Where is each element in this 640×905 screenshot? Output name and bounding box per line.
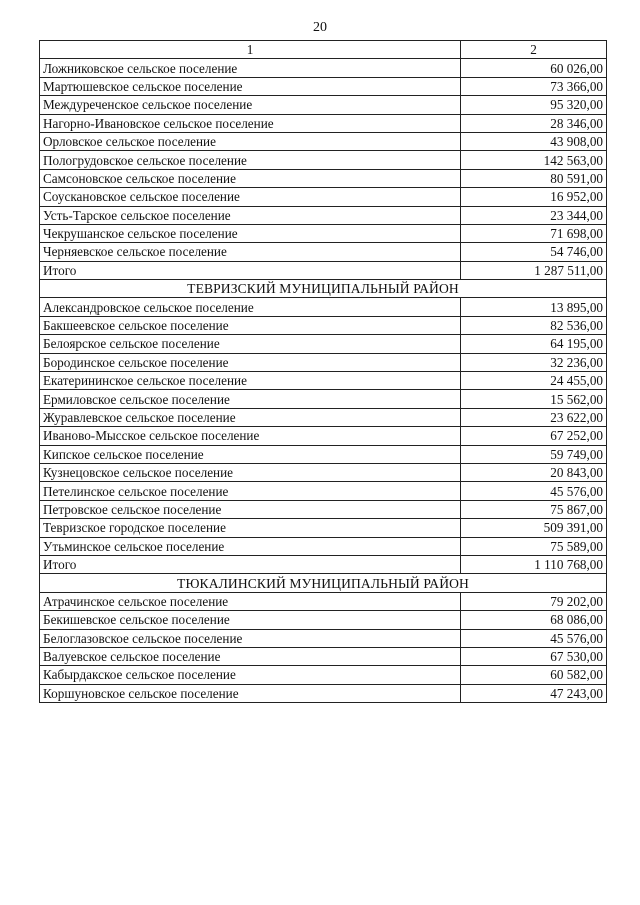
- settlement-name: Бакшеевское сельское поселение: [40, 316, 461, 334]
- settlements-table: [39, 40, 607, 703]
- table-header-row: [40, 41, 607, 59]
- settlement-amount: 80 591,00: [461, 169, 607, 187]
- settlement-name: Атрачинское сельское поселение: [40, 592, 461, 610]
- table-row: [40, 482, 607, 500]
- table-row: [40, 629, 607, 647]
- settlement-amount: 32 236,00: [461, 353, 607, 371]
- settlement-amount: 13 895,00: [461, 298, 607, 316]
- table-row: [40, 224, 607, 242]
- table-row: [40, 243, 607, 261]
- settlement-name: Тевризское городское поселение: [40, 519, 461, 537]
- settlement-amount: 43 908,00: [461, 132, 607, 150]
- settlement-name: Утьминское сельское поселение: [40, 537, 461, 555]
- settlement-amount: 79 202,00: [461, 592, 607, 610]
- settlement-name: Иваново-Мысское сельское поселение: [40, 427, 461, 445]
- table-row: [40, 500, 607, 518]
- table-row: [40, 151, 607, 169]
- table-body: [40, 41, 607, 703]
- settlement-name: Бородинское сельское поселение: [40, 353, 461, 371]
- total-amount: 1 110 768,00: [461, 555, 607, 573]
- table-row: [40, 169, 607, 187]
- settlement-amount: 95 320,00: [461, 96, 607, 114]
- settlement-amount: 142 563,00: [461, 151, 607, 169]
- settlement-name: Ермиловское сельское поселение: [40, 390, 461, 408]
- settlement-name: Валуевское сельское поселение: [40, 647, 461, 665]
- settlement-amount: 60 026,00: [461, 59, 607, 77]
- settlement-name: Белоярское сельское поселение: [40, 335, 461, 353]
- settlement-name: Пологрудовское сельское поселение: [40, 151, 461, 169]
- settlement-name: Соускановское сельское поселение: [40, 188, 461, 206]
- settlement-name: Белоглазовское сельское поселение: [40, 629, 461, 647]
- district-header-row: [40, 280, 607, 298]
- settlement-amount: 16 952,00: [461, 188, 607, 206]
- table-row: [40, 445, 607, 463]
- settlement-amount: 75 867,00: [461, 500, 607, 518]
- settlement-amount: 54 746,00: [461, 243, 607, 261]
- table-row: [40, 592, 607, 610]
- settlement-name: Петровское сельское поселение: [40, 500, 461, 518]
- settlement-name: Междуреченское сельское поселение: [40, 96, 461, 114]
- table-row: [40, 298, 607, 316]
- settlement-name: Ложниковское сельское поселение: [40, 59, 461, 77]
- settlement-amount: 23 622,00: [461, 408, 607, 426]
- settlement-amount: 509 391,00: [461, 519, 607, 537]
- settlement-amount: 73 366,00: [461, 77, 607, 95]
- table-row: [40, 188, 607, 206]
- table-row: [40, 353, 607, 371]
- table-row: [40, 77, 607, 95]
- total-amount: 1 287 511,00: [461, 261, 607, 279]
- settlement-amount: 47 243,00: [461, 684, 607, 702]
- settlement-amount: 45 576,00: [461, 629, 607, 647]
- settlement-name: Петелинское сельское поселение: [40, 482, 461, 500]
- settlement-amount: 67 530,00: [461, 647, 607, 665]
- settlement-name: Черняевское сельское поселение: [40, 243, 461, 261]
- settlement-name: Самсоновское сельское поселение: [40, 169, 461, 187]
- district-title: ТЕВРИЗСКИЙ МУНИЦИПАЛЬНЫЙ РАЙОН: [40, 280, 607, 298]
- settlement-name: Коршуновское сельское поселение: [40, 684, 461, 702]
- settlement-name: Екатерининское сельское поселение: [40, 372, 461, 390]
- table-row: [40, 519, 607, 537]
- settlement-name: Бекишевское сельское поселение: [40, 611, 461, 629]
- settlement-amount: 20 843,00: [461, 463, 607, 481]
- settlement-amount: 64 195,00: [461, 335, 607, 353]
- settlement-amount: 15 562,00: [461, 390, 607, 408]
- column-header-1: 1: [40, 41, 461, 59]
- total-label: Итого: [40, 555, 461, 573]
- table-row: [40, 427, 607, 445]
- settlement-name: Александровское сельское поселение: [40, 298, 461, 316]
- settlement-name: Нагорно-Ивановское сельское поселение: [40, 114, 461, 132]
- settlement-amount: 82 536,00: [461, 316, 607, 334]
- table-row: [40, 372, 607, 390]
- table-row: [40, 59, 607, 77]
- district-header-row: [40, 574, 607, 592]
- settlement-amount: 28 346,00: [461, 114, 607, 132]
- page-number: 20: [313, 20, 327, 35]
- settlement-name: Орловское сельское поселение: [40, 132, 461, 150]
- settlement-amount: 45 576,00: [461, 482, 607, 500]
- settlement-amount: 59 749,00: [461, 445, 607, 463]
- settlement-name: Усть-Тарское сельское поселение: [40, 206, 461, 224]
- table-row: [40, 647, 607, 665]
- table-row: [40, 206, 607, 224]
- district-title: ТЮКАЛИНСКИЙ МУНИЦИПАЛЬНЫЙ РАЙОН: [40, 574, 607, 592]
- settlement-amount: 60 582,00: [461, 666, 607, 684]
- table-row: [40, 684, 607, 702]
- table-row: [40, 96, 607, 114]
- settlement-amount: 24 455,00: [461, 372, 607, 390]
- settlement-amount: 23 344,00: [461, 206, 607, 224]
- settlement-name: Кипское сельское поселение: [40, 445, 461, 463]
- column-header-2: 2: [461, 41, 607, 59]
- settlement-name: Журавлевское сельское поселение: [40, 408, 461, 426]
- table-row: [40, 408, 607, 426]
- total-label: Итого: [40, 261, 461, 279]
- table-row: [40, 114, 607, 132]
- table-row: [40, 132, 607, 150]
- total-row: [40, 261, 607, 279]
- settlement-amount: 68 086,00: [461, 611, 607, 629]
- settlement-amount: 67 252,00: [461, 427, 607, 445]
- table-row: [40, 390, 607, 408]
- settlement-name: Кузнецовское сельское поселение: [40, 463, 461, 481]
- settlement-name: Кабырдакское сельское поселение: [40, 666, 461, 684]
- table-row: [40, 611, 607, 629]
- total-row: [40, 555, 607, 573]
- settlement-amount: 75 589,00: [461, 537, 607, 555]
- settlement-name: Мартюшевское сельское поселение: [40, 77, 461, 95]
- table-row: [40, 537, 607, 555]
- table-row: [40, 335, 607, 353]
- settlement-amount: 71 698,00: [461, 224, 607, 242]
- settlement-name: Чекрушанское сельское поселение: [40, 224, 461, 242]
- table-row: [40, 463, 607, 481]
- table-row: [40, 666, 607, 684]
- table-row: [40, 316, 607, 334]
